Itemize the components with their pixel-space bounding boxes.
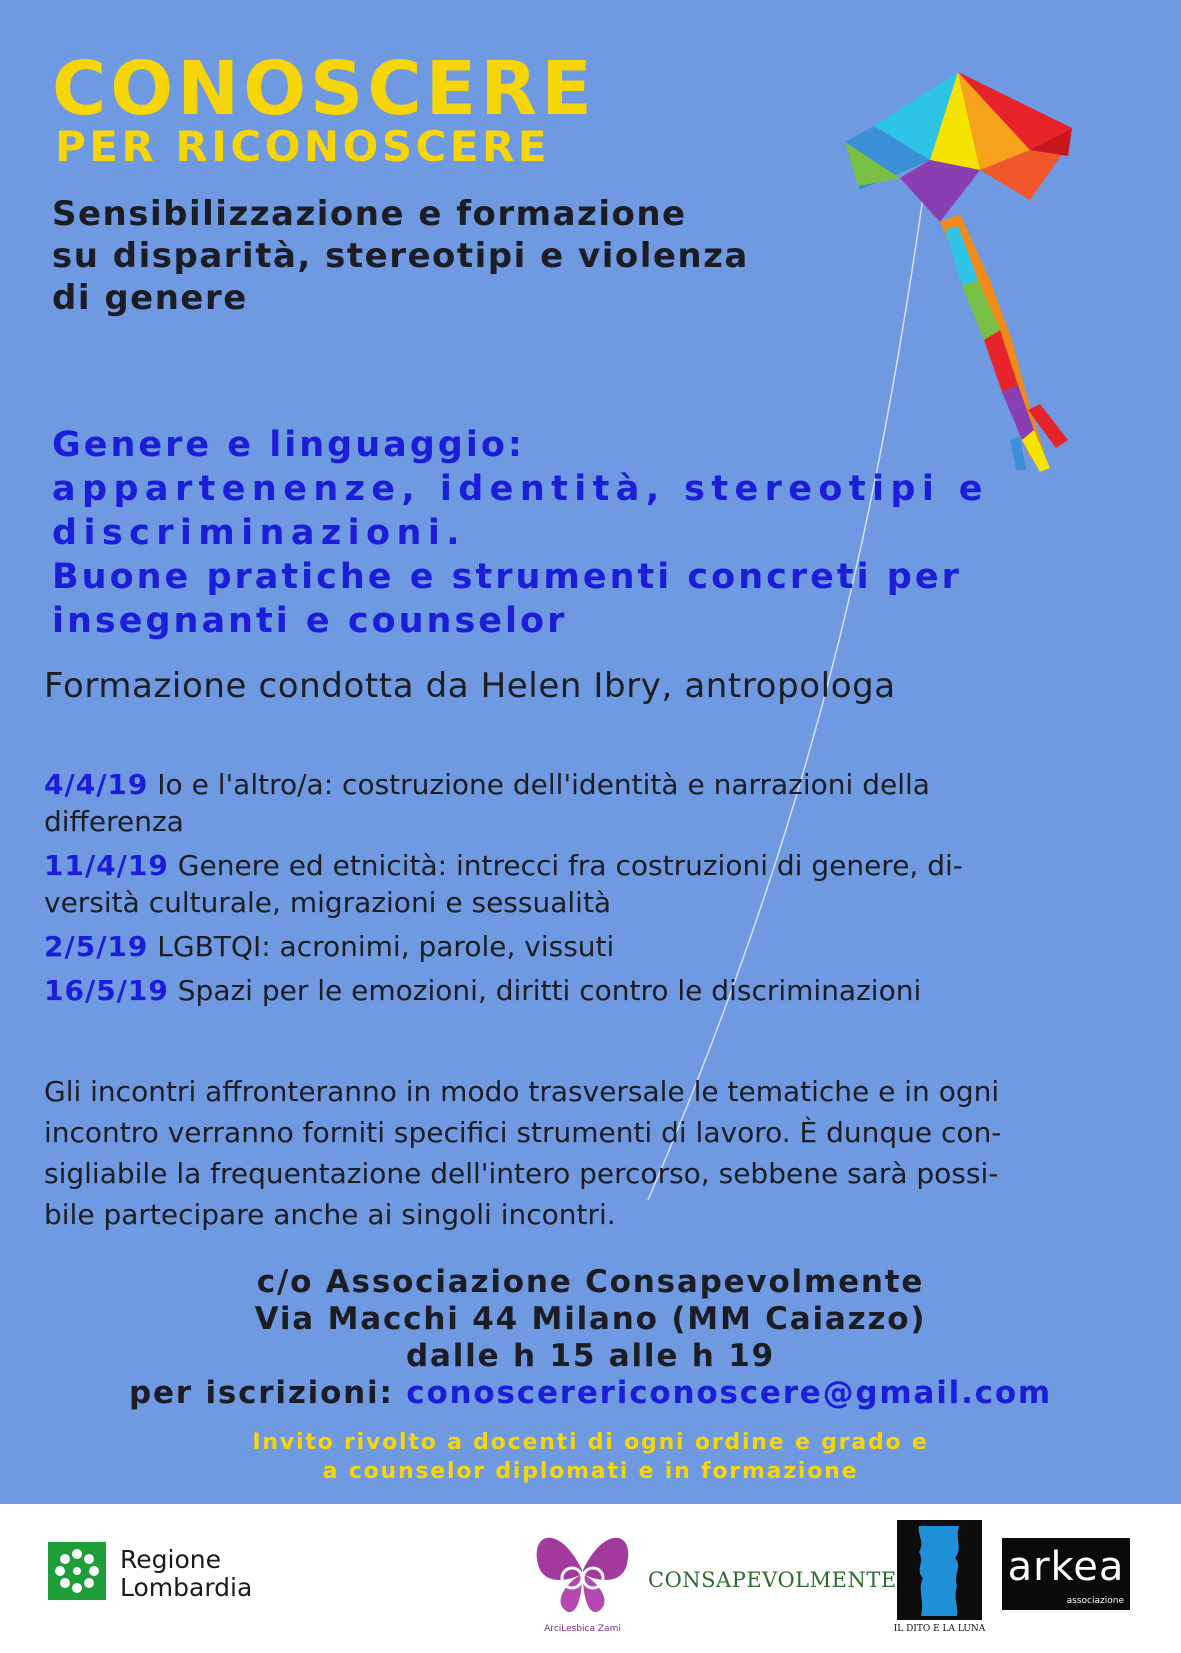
arkea-label: arkea: [1007, 1544, 1125, 1590]
registration-email-link[interactable]: conoscerericonoscere@gmail.com: [406, 1375, 1053, 1411]
description: [44, 1071, 1144, 1235]
subtitle-line: di genere: [52, 278, 248, 318]
title-sub: PER RICONOSCERE: [55, 122, 551, 171]
schedule-text: LGBTQI: acronimi, parole, vissuti: [148, 930, 615, 963]
profile-faces-icon: [897, 1520, 982, 1620]
lombardia-label: Lombardia: [120, 1573, 253, 1602]
schedule-item: [44, 847, 1144, 921]
arcilesbica-zami-logo: [530, 1524, 635, 1634]
arcilesbica-label: ArciLesbica Zami: [544, 1624, 621, 1634]
venue-info: [0, 1264, 1181, 1412]
arkea-logo: [1002, 1538, 1130, 1610]
schedule-text: Genere ed etnicità: intrecci fra costruzioni di genere, di-: [168, 849, 963, 882]
dito-label: IL DITO E LA LUNA: [893, 1624, 986, 1634]
schedule-date: 4/4/19: [44, 768, 149, 801]
schedule-text: Spazi per le emozioni, diritti contro le discriminazioni: [168, 974, 922, 1007]
arkea-sub-label: associazione: [1066, 1596, 1124, 1606]
schedule-date: 11/4/19: [44, 849, 169, 882]
sponsor-footer: [0, 1504, 1181, 1653]
rosa-camuna-icon: [48, 1542, 106, 1600]
consapevolmente-logo: [648, 1560, 897, 1600]
schedule-list: [44, 766, 1144, 1016]
schedule-text: Io e l'altro/a: costruzione dell'identità e narrazioni della: [148, 768, 930, 801]
schedule-item: [44, 928, 1144, 965]
schedule-item: [44, 766, 1144, 840]
registration-line: [0, 1375, 1181, 1412]
schedule-text: versità culturale, migrazioni e sessualità: [44, 886, 612, 919]
schedule-date: 2/5/19: [44, 930, 149, 963]
subtitle-line: su disparità, stereotipi e violenza: [52, 236, 749, 276]
subtitle-line: Sensibilizzazione e formazione: [52, 194, 687, 234]
course-topic: [52, 423, 1132, 643]
registration-label: per iscrizioni:: [128, 1375, 407, 1411]
trainer-credit: Formazione condotta da Helen Ibry, antropologa: [44, 666, 896, 706]
schedule-item: [44, 972, 1144, 1009]
description-line: bile partecipare anche ai singoli incontri.: [44, 1198, 616, 1231]
description-line: sigliabile la frequentazione dell'intero percorso, sebbene sarà possi-: [44, 1157, 999, 1190]
topic-line: Buone pratiche e strumenti concreti per: [52, 557, 962, 597]
description-line: Gli incontri affronteranno in modo trasversale le tematiche e in ogni: [44, 1075, 1000, 1108]
venue-line: Via Macchi 44 Milano (MM Caiazzo): [254, 1301, 927, 1337]
invite-line: Invito rivolto a docenti di ogni ordine e grado e: [252, 1430, 929, 1455]
invite-line: a counselor diplomati e in formazione: [322, 1459, 859, 1484]
schedule-date: 16/5/19: [44, 974, 169, 1007]
description-line: incontro verranno forniti specifici strumenti di lavoro. È dunque con-: [44, 1116, 1002, 1149]
consapevolmente-label: CONSAPEVOLMENTE: [648, 1568, 897, 1592]
regione-label: Regione: [120, 1545, 221, 1574]
butterfly-icon: [530, 1524, 635, 1616]
il-dito-e-la-luna-logo: [893, 1520, 986, 1642]
subtitle: [52, 193, 812, 319]
topic-line: appartenenze, identità, stereotipi e: [52, 469, 989, 509]
invitation-note: [0, 1428, 1181, 1486]
venue-line: dalle h 15 alle h 19: [406, 1338, 775, 1374]
regione-lombardia-logo: [48, 1542, 328, 1612]
venue-line: c/o Associazione Consapevolmente: [256, 1264, 925, 1300]
topic-line: discriminazioni.: [52, 513, 466, 553]
title-main: CONOSCERE: [52, 46, 596, 132]
topic-line: Genere e linguaggio:: [52, 425, 525, 465]
topic-line: insegnanti e counselor: [52, 601, 568, 641]
schedule-text: differenza: [44, 805, 184, 838]
